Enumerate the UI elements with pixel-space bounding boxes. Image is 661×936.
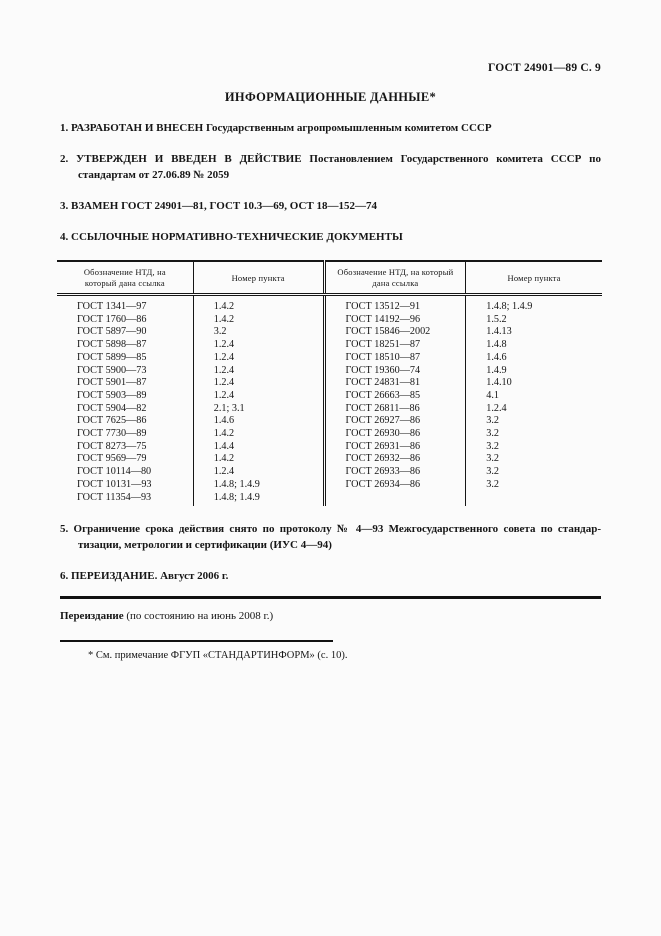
info-item-line: 3. ВЗАМЕН ГОСТ 24901—81, ГОСТ 10.3—69, ОСТ 18—152—74	[60, 200, 377, 212]
info-item-line: 2. УТВЕРЖДЕН И ВВЕДЕН В ДЕЙСТВИЕ Постановлением Государственного комитета СССР по	[60, 153, 601, 165]
cell-punkt: 4.1	[466, 390, 602, 403]
cell-punkt: 3.2	[466, 479, 602, 492]
table-row	[57, 453, 602, 466]
cell-ntd: ГОСТ 15846—2002	[324, 326, 466, 339]
cell-punkt: 1.4.13	[466, 326, 602, 339]
cell-punkt: 1.4.6	[193, 415, 324, 428]
cell-ntd: ГОСТ 5900—73	[77, 364, 147, 376]
divider-footnote	[60, 640, 333, 642]
cell-ntd: ГОСТ 26811—86	[324, 403, 466, 416]
cell-punkt: 3.2	[466, 466, 602, 479]
cell-ntd: ГОСТ 26927—86	[324, 415, 466, 428]
cell-punkt: 1.2.4	[466, 403, 602, 416]
cell-ntd: ГОСТ 8273—75	[77, 440, 147, 452]
table-row	[57, 403, 602, 416]
cell-ntd: ГОСТ 11354—93	[77, 491, 152, 503]
cell-punkt: 1.4.9	[466, 365, 602, 378]
cell-punkt: 1.2.4	[193, 390, 324, 403]
table-row	[57, 326, 602, 339]
cell-punkt: 1.2.4	[193, 377, 324, 390]
cell-punkt: 1.4.2	[193, 428, 324, 441]
cell-punkt: 1.4.8; 1.4.9	[193, 492, 324, 507]
info-item-line: 4. ССЫЛОЧНЫЕ НОРМАТИВНО-ТЕХНИЧЕСКИЕ ДОКУМЕНТЫ	[60, 231, 403, 243]
cell-punkt: 1.4.10	[466, 377, 602, 390]
table-row	[57, 479, 602, 492]
cell-punkt: 3.2	[466, 415, 602, 428]
cell-punkt: 1.4.2	[193, 314, 324, 327]
cell-punkt	[466, 492, 602, 507]
info-item-3	[60, 198, 601, 214]
reissue-note	[60, 609, 601, 624]
cell-ntd: ГОСТ 24831—81	[324, 377, 466, 390]
cell-ntd: ГОСТ 7625—86	[77, 415, 147, 427]
cell-punkt: 1.2.4	[193, 339, 324, 352]
info-item-2	[60, 151, 601, 183]
cell-punkt: 1.2.4	[193, 466, 324, 479]
cell-punkt: 3.2	[466, 453, 602, 466]
table-row	[57, 377, 602, 390]
cell-ntd: ГОСТ 5904—82	[77, 402, 147, 414]
references-table-body	[57, 295, 602, 507]
divider-thick	[60, 596, 601, 599]
column-header-punkt-right: Номер пункта	[466, 261, 602, 295]
cell-punkt: 1.4.8	[466, 339, 602, 352]
cell-ntd: ГОСТ 5898—87	[77, 339, 147, 351]
cell-ntd: ГОСТ 14192—96	[324, 314, 466, 327]
cell-ntd	[324, 492, 466, 507]
cell-ntd: ГОСТ 18510—87	[324, 352, 466, 365]
column-header-punkt-left: Номер пункта	[193, 261, 324, 295]
table-row	[57, 365, 602, 378]
cell-punkt: 1.2.4	[193, 365, 324, 378]
page-title: ИНФОРМАЦИОННЫЕ ДАННЫЕ*	[224, 90, 437, 104]
info-item-6	[60, 568, 601, 584]
cell-punkt: 3.2	[466, 428, 602, 441]
cell-punkt: 1.4.2	[193, 295, 324, 314]
cell-punkt: 3.2	[193, 326, 324, 339]
cell-punkt: 2.1; 3.1	[193, 403, 324, 416]
info-item-4	[60, 229, 601, 245]
references-table	[57, 260, 602, 506]
footnote: * См. примечание ФГУП «СТАНДАРТИНФОРМ» (с. 10).	[88, 650, 348, 662]
cell-ntd: ГОСТ 1341—97	[77, 301, 147, 312]
table-row	[57, 352, 602, 365]
table-row	[57, 466, 602, 479]
table-row	[57, 314, 602, 327]
references-table-wrap	[57, 260, 602, 506]
cell-ntd: ГОСТ 10114—80	[77, 466, 152, 478]
column-header-ntd-right: Обозначение НТД, на который дана ссылка	[324, 261, 466, 295]
table-row	[57, 390, 602, 403]
cell-punkt: 1.5.2	[466, 314, 602, 327]
info-item-line: 1. РАЗРАБОТАН И ВНЕСЕН Государственным агропромышленным комитетом СССР	[60, 122, 492, 134]
cell-punkt: 3.2	[466, 441, 602, 454]
column-header-ntd-left: Обозначение НТД, на который дана ссылка	[57, 261, 193, 295]
info-item-line: 5. Ограничение срока действия снято по протоколу № 4—93 Межгосударственного совета по стандар-	[60, 523, 601, 536]
cell-ntd: ГОСТ 26930—86	[324, 428, 466, 441]
cell-ntd: ГОСТ 5897—90	[77, 326, 147, 338]
table-row	[57, 415, 602, 428]
cell-punkt: 1.4.8; 1.4.9	[193, 479, 324, 492]
cell-ntd: ГОСТ 9569—79	[77, 453, 147, 465]
info-item-1	[60, 120, 601, 136]
page-number-header: ГОСТ 24901—89 С. 9	[488, 62, 601, 74]
cell-ntd: ГОСТ 26931—86	[324, 441, 466, 454]
info-item-5	[60, 521, 601, 553]
cell-punkt: 1.2.4	[193, 352, 324, 365]
cell-ntd: ГОСТ 13512—91	[324, 295, 466, 314]
cell-ntd: ГОСТ 5903—89	[77, 389, 147, 401]
table-row	[57, 492, 602, 507]
info-item-line: 6. ПЕРЕИЗДАНИЕ. Август 2006 г.	[60, 570, 229, 583]
table-row	[57, 295, 602, 314]
cell-punkt: 1.4.8; 1.4.9	[466, 295, 602, 314]
cell-ntd: ГОСТ 26663—85	[324, 390, 466, 403]
table-row	[57, 339, 602, 352]
cell-punkt: 1.4.6	[466, 352, 602, 365]
cell-ntd: ГОСТ 5901—87	[77, 377, 147, 389]
cell-punkt: 1.4.2	[193, 453, 324, 466]
cell-ntd: ГОСТ 26933—86	[324, 466, 466, 479]
cell-ntd: ГОСТ 5899—85	[77, 351, 147, 363]
cell-ntd: ГОСТ 26932—86	[324, 453, 466, 466]
cell-ntd: ГОСТ 18251—87	[324, 339, 466, 352]
cell-punkt: 1.4.4	[193, 441, 324, 454]
table-header-row	[57, 261, 602, 295]
cell-ntd: ГОСТ 7730—89	[77, 428, 147, 440]
info-item-line: стандартам от 27.06.89 № 2059	[78, 169, 230, 181]
table-row	[57, 441, 602, 454]
cell-ntd: ГОСТ 19360—74	[324, 365, 466, 378]
table-row	[57, 428, 602, 441]
cell-ntd: ГОСТ 1760—86	[77, 313, 147, 325]
cell-ntd: ГОСТ 10131—93	[77, 478, 152, 490]
cell-ntd: ГОСТ 26934—86	[324, 479, 466, 492]
reissue-label: Переиздание	[60, 610, 124, 623]
reissue-date: (по состоянию на июнь 2008 г.)	[123, 610, 274, 623]
info-item-line: тизации, метрологии и сертификации (ИУС 4—94)	[78, 539, 332, 552]
